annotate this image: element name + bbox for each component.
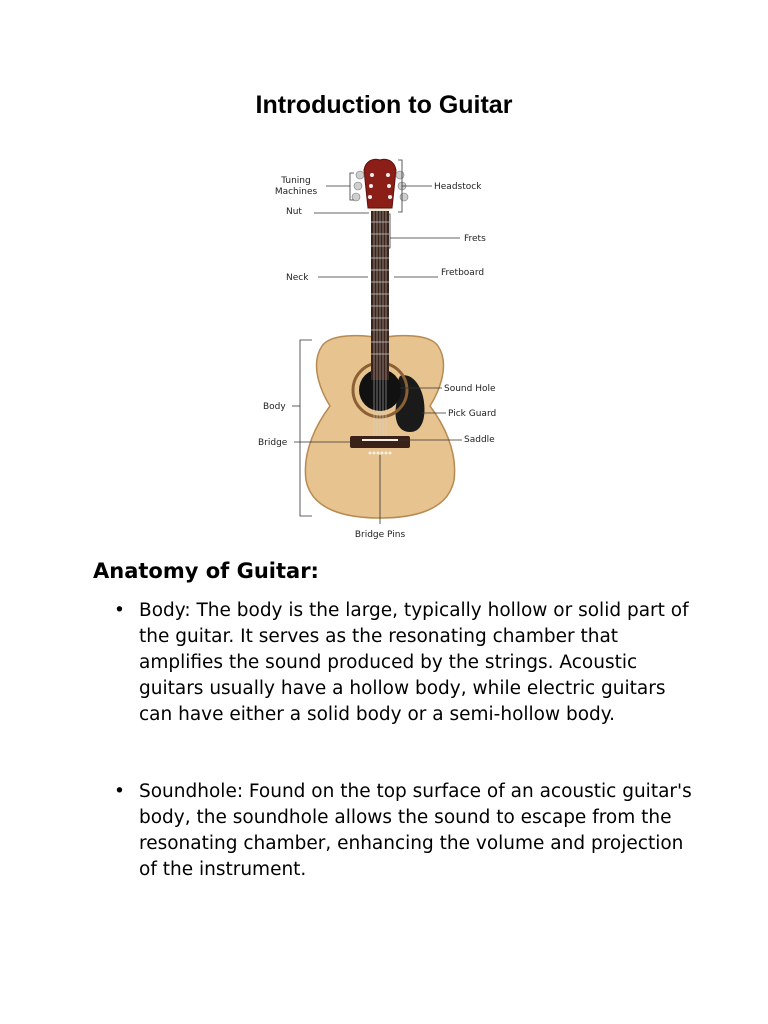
page-title: Introduction to Guitar <box>255 91 513 119</box>
label-sound-hole: Sound Hole <box>444 384 496 394</box>
section-heading: Anatomy of Guitar: <box>93 559 319 583</box>
label-tuning-machines-line2: Machines <box>274 187 318 197</box>
label-frets: Frets <box>464 234 486 244</box>
label-fretboard: Fretboard <box>441 268 485 278</box>
bullet-marker: • <box>114 781 125 802</box>
bridge-shape <box>350 436 410 448</box>
bullet-list <box>112 598 692 883</box>
label-pick-guard: Pick Guard <box>448 409 497 419</box>
label-tuning-machines-line1: Tuning <box>281 176 311 186</box>
bullet-marker: • <box>114 600 125 621</box>
bullet-item-body <box>112 598 692 728</box>
bullet-item-soundhole <box>112 779 692 883</box>
label-nut: Nut <box>286 207 302 217</box>
bullet-text: Body: The body is the large, typically hollow or solid part of the guitar. It serves as the resonating chamber that amplifies the sound produced by the strings. Acoustic guitars usually have a hollow body, while electric guitars can have either a solid body or a semi-hollow body. <box>139 600 689 725</box>
headstock-shape <box>364 159 396 208</box>
label-bridge: Bridge <box>258 438 288 448</box>
label-headstock: Headstock <box>434 182 482 192</box>
guitar-diagram <box>250 150 520 545</box>
label-body: Body <box>263 402 286 412</box>
label-bridge-pins: Bridge Pins <box>354 530 406 540</box>
guitar-anatomy-figure <box>250 150 520 545</box>
label-saddle: Saddle <box>464 435 495 445</box>
bullet-text: Soundhole: Found on the top surface of an acoustic guitar's body, the soundhole allows the sound to escape from the resonating chamber, enhancing the volume and projection of the instrument. <box>139 781 692 880</box>
label-neck: Neck <box>286 273 309 283</box>
saddle-shape <box>362 439 398 441</box>
